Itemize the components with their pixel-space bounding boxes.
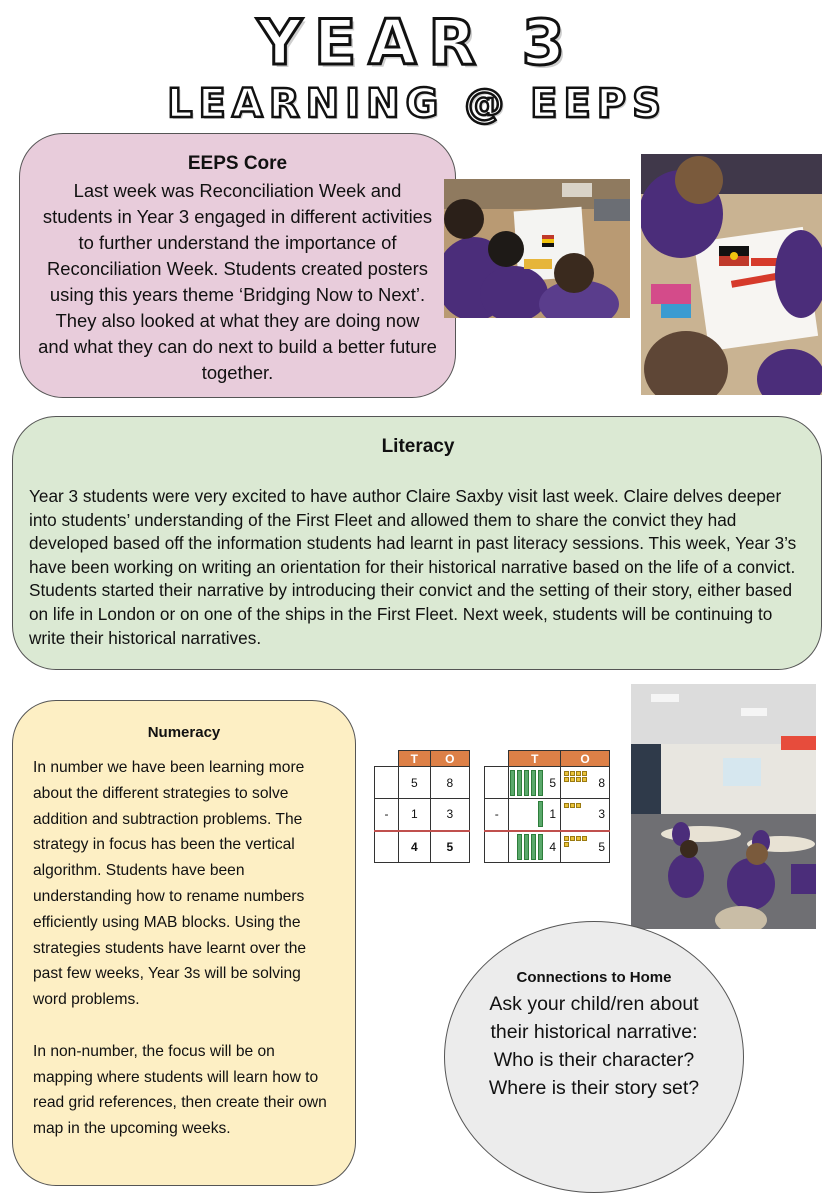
connections-to-home-section	[444, 921, 744, 1193]
literacy-section	[12, 416, 822, 670]
mab-rods	[517, 834, 543, 860]
connections-text: Ask your child/ren about their historical narrative: Who is their character? Where is their story set?	[488, 993, 700, 1099]
numeracy-paragraph-non-number: In non-number, the focus will be on mapping where students will learn how to read grid references, then create their own map in the upcoming weeks.	[33, 1042, 327, 1138]
mab-ten-rod	[510, 770, 515, 796]
mab-ten-rod	[538, 770, 543, 796]
mab-ten-rod	[538, 801, 543, 827]
numeracy-heading: Numeracy	[147, 724, 221, 741]
mab-one-cube	[576, 771, 581, 776]
literacy-heading: Literacy	[381, 436, 455, 457]
answer-tens: 4	[549, 839, 557, 854]
newsletter-subtitle: LEARNING @ EEPS	[167, 81, 667, 127]
ones-header: O	[430, 751, 469, 767]
reconciliation-photo-2	[641, 154, 822, 395]
row2-tens: 1	[399, 799, 431, 831]
numeracy-text	[33, 755, 335, 1142]
place-value-table-numbers	[374, 750, 470, 863]
row1-tens: 5	[549, 775, 557, 790]
answer-ones: 5	[430, 831, 469, 863]
mab-one-cube	[564, 771, 569, 776]
mab-ten-rod	[524, 770, 529, 796]
numeracy-paragraph-number: In number we have been learning more about the different strategies to solve addition and subtraction problems. The strategy in focus has been the vertical algorithm. Students have been understanding how to rename numbers efficiently using MAB blocks. Using the strategies students have learnt over the past few weeks, Year 3s will be solving word problems.	[33, 759, 307, 1009]
row2-tens: 1	[549, 807, 557, 822]
mab-rods	[510, 770, 543, 796]
mab-one-cube	[570, 771, 575, 776]
mab-one-cube	[570, 803, 575, 808]
newsletter-title: YEAR 3	[257, 6, 577, 79]
mab-one-cube	[582, 771, 587, 776]
mab-one-cube	[576, 777, 581, 782]
mab-ten-rod	[531, 770, 536, 796]
row2-ones: 3	[598, 807, 605, 822]
mab-one-cube	[576, 836, 581, 841]
mab-ten-rod	[524, 834, 529, 860]
eeps-core-section	[19, 133, 456, 398]
answer-ones: 5	[598, 839, 605, 854]
minus-sign: -	[485, 799, 509, 831]
row1-ones: 8	[430, 767, 469, 799]
ones-header: O	[561, 751, 610, 767]
minus-sign: -	[375, 799, 399, 831]
place-value-table-mab	[484, 750, 610, 863]
mab-cubes	[564, 836, 590, 847]
answer-tens: 4	[399, 831, 431, 863]
mab-one-cube	[576, 803, 581, 808]
row1-tens: 5	[399, 767, 431, 799]
mab-ten-rod	[517, 834, 522, 860]
mab-ten-rod	[538, 834, 543, 860]
mab-ten-rod	[531, 834, 536, 860]
mab-rods	[538, 801, 543, 827]
mab-one-cube	[564, 803, 569, 808]
row1-ones: 8	[598, 775, 605, 790]
tens-header: T	[399, 751, 431, 767]
core-heading: EEPS Core	[187, 153, 288, 174]
mab-one-cube	[564, 777, 569, 782]
numeracy-section	[12, 700, 356, 1186]
row2-ones: 3	[430, 799, 469, 831]
mab-one-cube	[582, 777, 587, 782]
mab-one-cube	[570, 836, 575, 841]
connections-heading: Connections to Home	[516, 969, 672, 986]
mab-one-cube	[564, 842, 569, 847]
classroom-photo	[631, 684, 816, 929]
tens-header: T	[509, 751, 561, 767]
core-text: Last week was Reconciliation Week and students in Year 3 engaged in different activities to further understand the importance of Reconciliation Week. Students created posters using this years theme ‘Bridging Now to Next’. They also looked at what they are doing now and what they can do next to build a better future together.	[38, 180, 437, 383]
mab-cubes	[564, 803, 590, 808]
mab-one-cube	[582, 836, 587, 841]
reconciliation-photo-1	[444, 179, 630, 318]
mab-ten-rod	[517, 770, 522, 796]
literacy-text: Year 3 students were very excited to have author Claire Saxby visit last week. Claire delves deeper into students’ understanding of the First Fleet and allowed them to share the convict they had developed based off the information students had learnt in past literacy sessions. This week, Year 3’s have been working on writing an orientation for their historical narrative based on the life of a convict. Students started their narrative by introducing their convict and the setting of their story, either based on life in London or on one of the ships in the First Fleet. Next week, students will be continuing to write their historical narratives.	[29, 486, 797, 648]
mab-one-cube	[570, 777, 575, 782]
mab-one-cube	[564, 836, 569, 841]
mab-cubes	[564, 771, 590, 782]
